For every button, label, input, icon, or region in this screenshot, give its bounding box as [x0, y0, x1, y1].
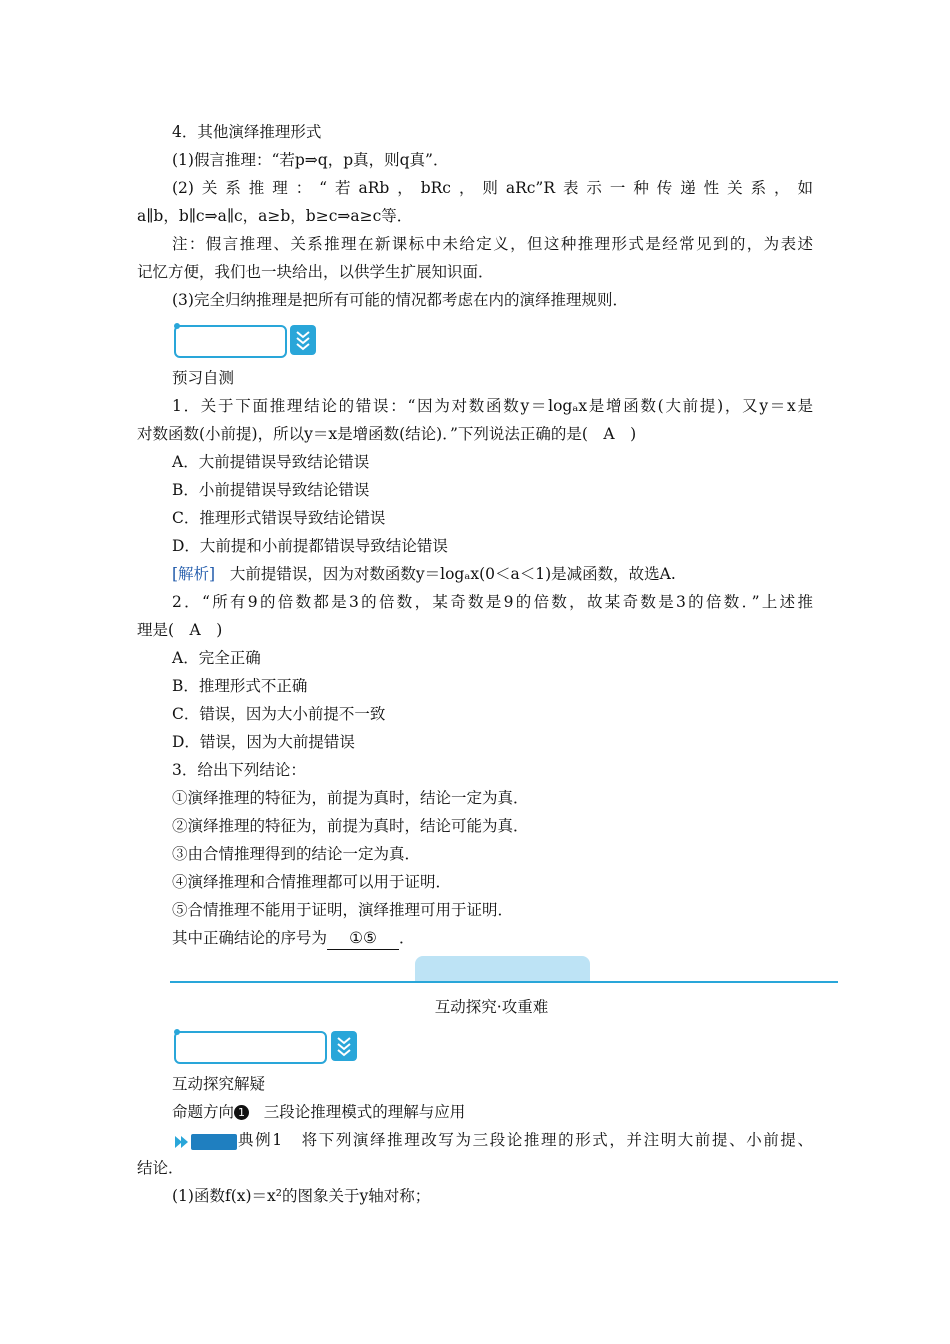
question-stem: 2．“所有9的倍数都是3的倍数，某奇数是9的倍数，故某奇数是3的倍数．”上述推: [172, 593, 813, 611]
answer-suffix: ．: [399, 929, 415, 947]
example-stem: [238, 1129, 813, 1151]
section-label-frame: [174, 325, 287, 358]
section-divider: [170, 981, 838, 983]
answer-prefix: 其中正确结论的序号为: [172, 929, 328, 947]
direction-text: 三段论推理模式的理解与应用: [263, 1103, 466, 1121]
option: A．完全正确: [172, 649, 261, 667]
section-label-frame: [174, 1031, 327, 1064]
statement: ③由合情推理得到的结论一定为真．: [172, 845, 421, 863]
question-stem: 3．给出下列结论：: [172, 761, 306, 779]
direction-heading: [172, 1101, 465, 1123]
example-item: (1)函数f(x)＝x²的图象关于y轴对称；: [172, 1187, 431, 1205]
double-chevron-down-icon: [331, 1031, 357, 1061]
section-tab: [415, 956, 590, 982]
paragraph: (3)完全归纳推理是把所有可能的情况都考虑在内的演绎推理规则．: [172, 291, 628, 309]
paragraph: (1)假言推理：“若p⇒q，p真，则q真”．: [172, 151, 449, 169]
question-stem: 1．关于下面推理结论的错误：“因为对数函数y＝logₐx是增函数(大前提)，又y＝x是: [172, 397, 813, 415]
option: C．错误，因为大小前提不一致: [172, 705, 386, 723]
option: C．推理形式错误导致结论错误: [172, 509, 386, 527]
question-stem: 对数函数(小前提)，所以y＝x是增函数(结论)．”下列说法正确的是( A ): [137, 425, 637, 443]
option: D．错误，因为大前提错误: [172, 733, 355, 751]
analysis-text: 大前提错误，因为对数函数y＝logₐx(0＜a＜1)是减函数，故选A.: [229, 565, 676, 583]
section-heading: 4．其他演绎推理形式: [172, 123, 322, 141]
example-label: 典例1: [238, 1131, 283, 1149]
note: 注：假言推理、关系推理在新课标中未给定义，但这种推理形式是经常见到的，为表述: [172, 235, 813, 253]
subsection-title: 互动探究解疑: [172, 1075, 266, 1093]
analysis: [172, 563, 676, 585]
option: B．小前提错误导致结论错误: [172, 481, 370, 499]
answer-line: [172, 927, 415, 950]
direction-label: 命题方向: [172, 1103, 235, 1121]
question-stem: 理是( A ): [137, 621, 223, 639]
frame-dot: [174, 1029, 180, 1035]
statement: ⑤合情推理不能用于证明，演绎推理可用于证明．: [172, 901, 514, 919]
section-title: 互动探究·攻重难: [434, 998, 549, 1016]
option: A．大前提错误导致结论错误: [172, 453, 370, 471]
example-text: 将下列演绎推理改写为三段论推理的形式，并注明大前提、小前提、: [301, 1131, 813, 1149]
subsection-title: 预习自测: [172, 369, 235, 387]
option: B．推理形式不正确: [172, 677, 308, 695]
paragraph: (2)关系推理：“若aRb，bRc，则aRc”R表示一种传递性关系，如: [172, 179, 813, 197]
paragraph: a∥b，b∥c⇒a∥c，a≥b，b≥c⇒a≥c等．: [137, 207, 413, 225]
direction-number-badge: 1: [234, 1105, 249, 1120]
frame-dot: [174, 323, 180, 329]
fast-forward-icon: [175, 1133, 237, 1155]
option: D．大前提和小前提都错误导致结论错误: [172, 537, 448, 555]
statement: ④演绎推理和合情推理都可以用于证明．: [172, 873, 452, 891]
double-chevron-down-icon: [290, 325, 316, 355]
statement: ①演绎推理的特征为，前提为真时，结论一定为真．: [172, 789, 529, 807]
example-stem: 结论．: [137, 1159, 184, 1177]
statement: ②演绎推理的特征为，前提为真时，结论可能为真．: [172, 817, 529, 835]
analysis-label: [解析]: [172, 565, 216, 583]
note: 记忆方便，我们也一块给出，以供学生扩展知识面．: [137, 263, 494, 281]
answer-blank: ①⑤: [327, 927, 399, 950]
